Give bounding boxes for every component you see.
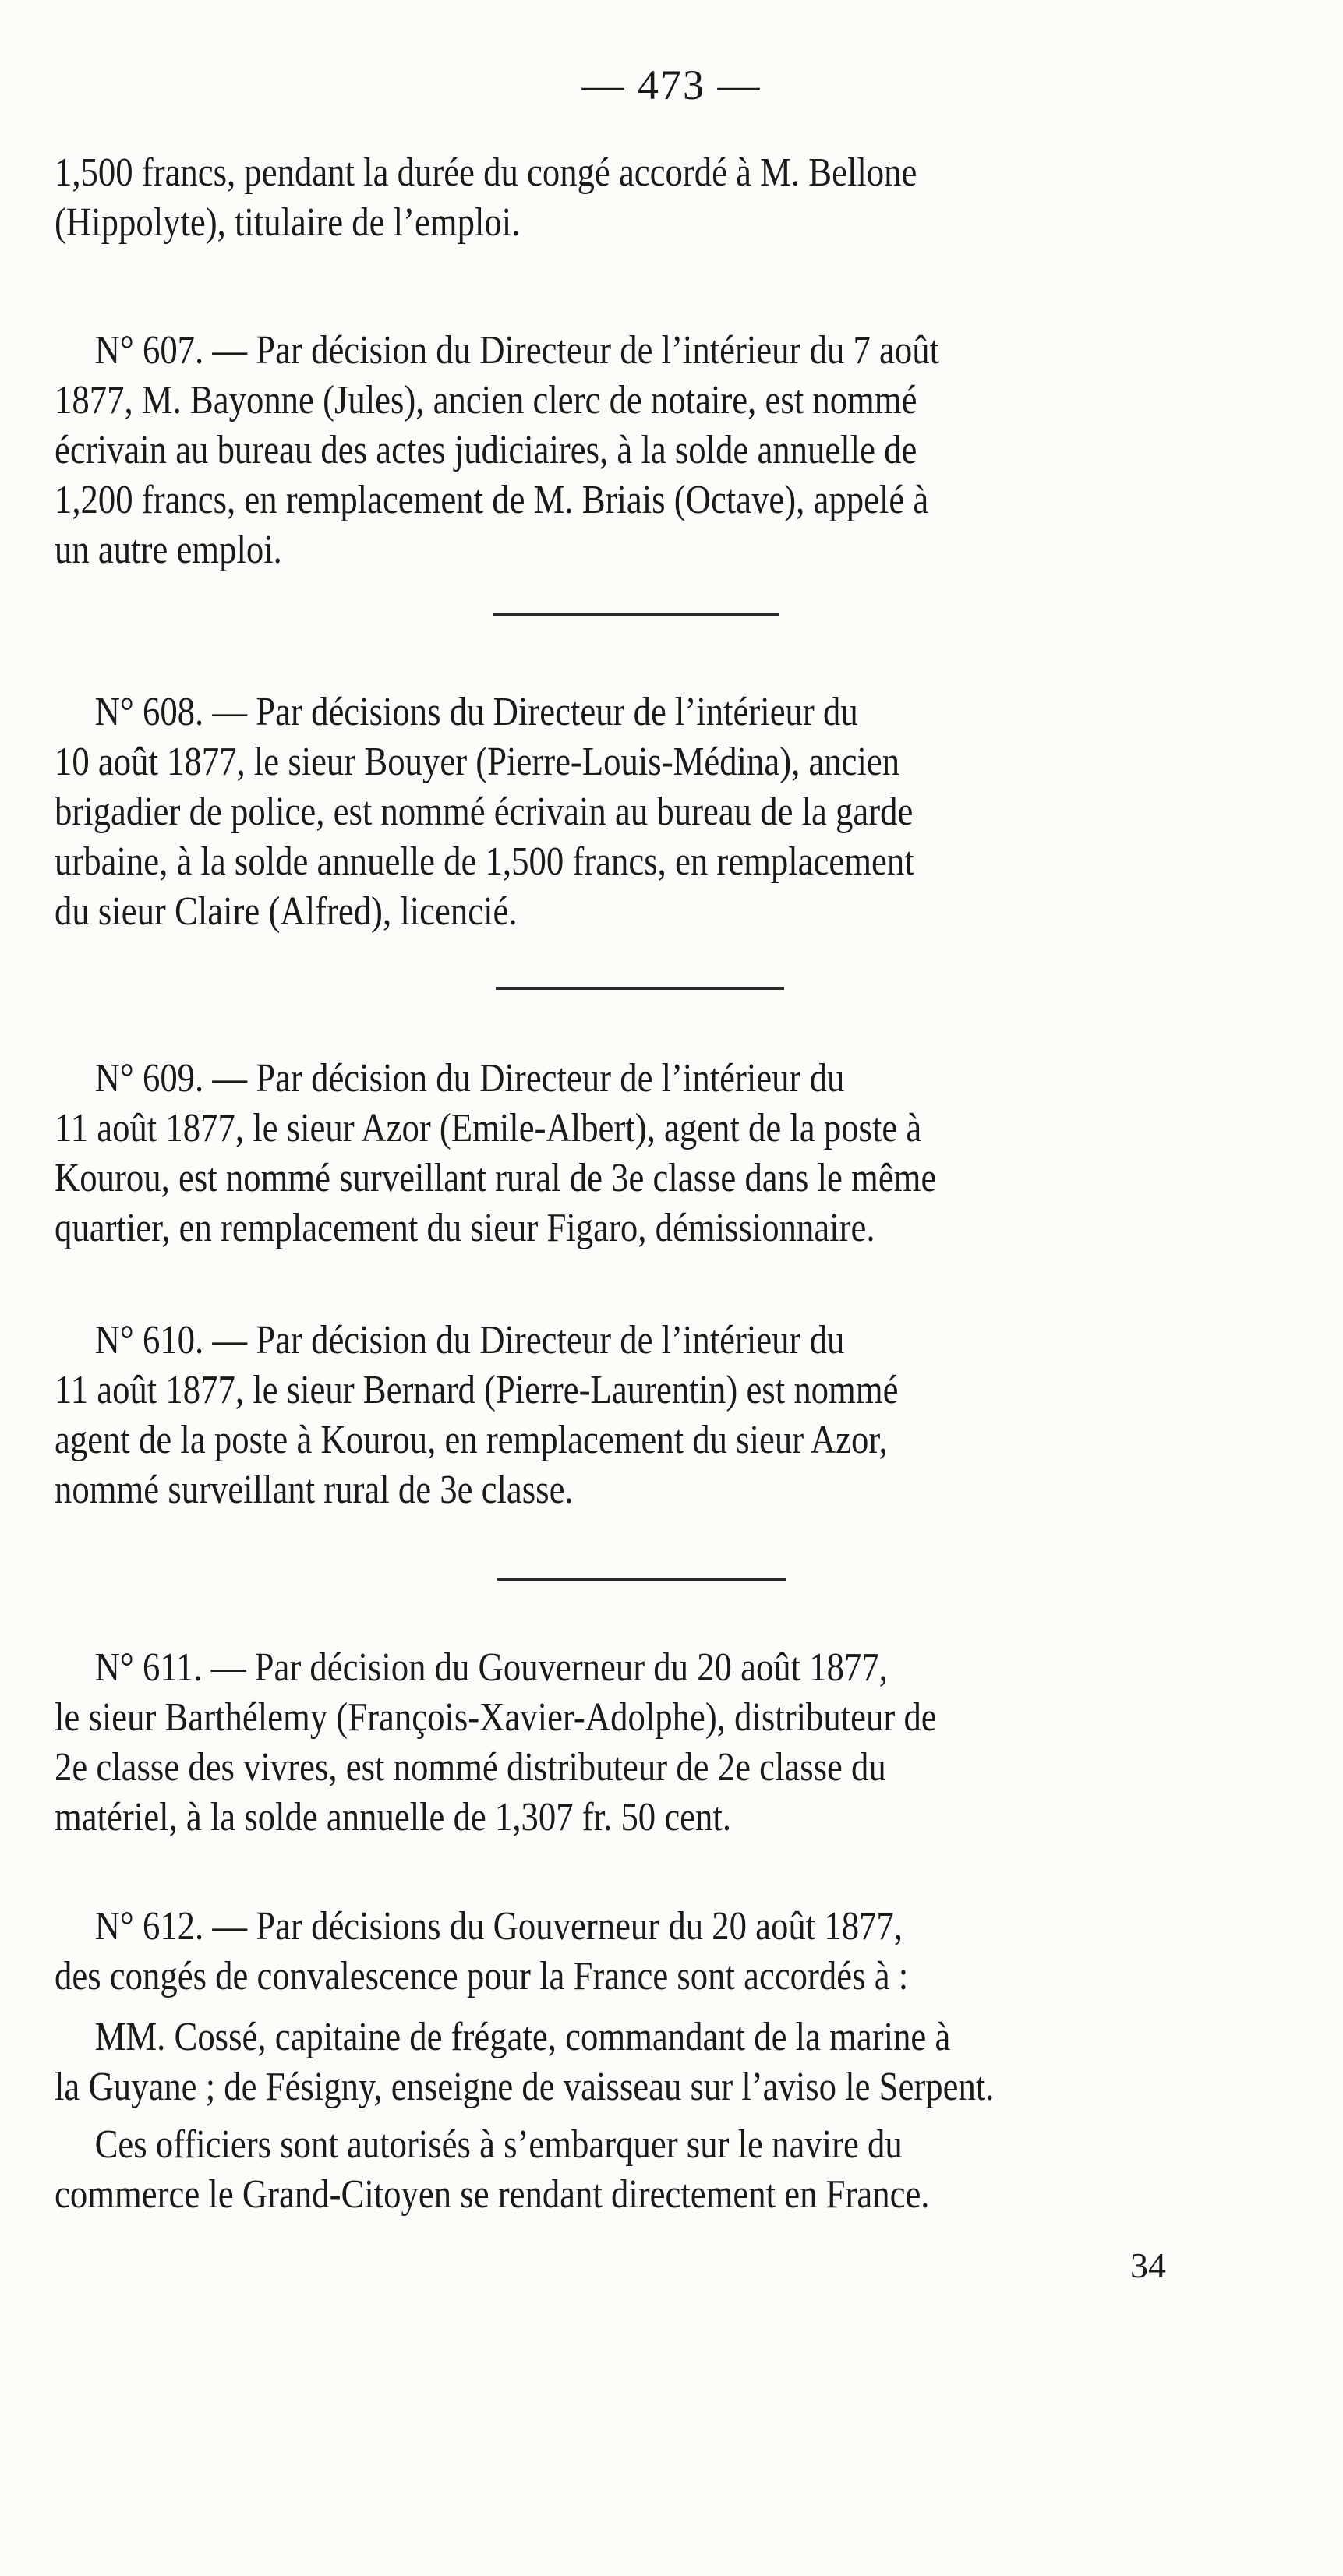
paragraph-610 <box>55 1316 1271 1515</box>
paragraph-609 <box>55 1054 1271 1253</box>
paragraph-612-officers <box>55 2012 1271 2112</box>
text-line: 11 août 1877, le sieur Azor (Emile-Albert), agent de la poste à <box>55 1106 922 1150</box>
separator-rule <box>493 613 779 616</box>
text-line: MM. Cossé, capitaine de frégate, commandant de la marine à <box>94 2015 951 2059</box>
text-line: écrivain au bureau des actes judiciaires, à la solde annuelle de <box>55 428 917 472</box>
text-line: 1,500 francs, pendant la durée du congé accordé à M. Bellone <box>55 150 917 195</box>
paragraph-612 <box>55 1902 1271 2002</box>
text-line: 10 août 1877, le sieur Bouyer (Pierre-Louis-Médina), ancien <box>55 740 900 784</box>
text-line: 1,200 francs, en remplacement de M. Briais (Octave), appelé à <box>55 478 929 522</box>
text-line: Ces officiers sont autorisés à s’embarquer sur le navire du <box>94 2122 903 2167</box>
text-line: urbaine, à la solde annuelle de 1,500 francs, en remplacement <box>55 839 914 884</box>
paragraph-611 <box>55 1643 1271 1843</box>
text-line: N° 611. — Par décision du Gouverneur du 20 août 1877, <box>94 1645 888 1690</box>
text-line: matériel, à la solde annuelle de 1,307 fr. 50 cent. <box>55 1795 732 1839</box>
text-line: agent de la poste à Kourou, en remplacement du sieur Azor, <box>55 1418 888 1462</box>
text-line: 2e classe des vivres, est nommé distributeur de 2e classe du <box>55 1745 886 1790</box>
text-line: quartier, en remplacement du sieur Figaro, démissionnaire. <box>55 1206 875 1250</box>
text-line: N° 607. — Par décision du Directeur de l’intérieur du 7 août <box>94 328 940 373</box>
text-line: commerce le Grand-Citoyen se rendant directement en France. <box>55 2172 930 2217</box>
text-line: la Guyane ; de Fésigny, enseigne de vaisseau sur l’aviso le Serpent. <box>55 2065 995 2109</box>
separator-rule <box>497 1578 786 1581</box>
page-number: — 473 — <box>581 62 762 108</box>
signature-mark: 34 <box>1130 2246 1166 2285</box>
text-line: N° 609. — Par décision du Directeur de l’intérieur du <box>94 1056 845 1101</box>
text-line: 1877, M. Bayonne (Jules), ancien clerc de notaire, est nommé <box>55 378 917 422</box>
text-line: 11 août 1877, le sieur Bernard (Pierre-Laurentin) est nommé <box>55 1368 899 1412</box>
paragraph-continuation <box>55 148 1271 248</box>
text-line: le sieur Barthélemy (François-Xavier-Adolphe), distributeur de <box>55 1695 937 1740</box>
text-line: des congés de convalescence pour la France sont accordés à : <box>55 1954 909 1998</box>
paragraph-612-authorization <box>55 2120 1271 2220</box>
paragraph-608 <box>55 687 1271 937</box>
text-line: un autre emploi. <box>55 528 282 572</box>
text-line: N° 608. — Par décisions du Directeur de l’intérieur du <box>94 690 858 734</box>
text-line: (Hippolyte), titulaire de l’emploi. <box>55 200 521 245</box>
separator-rule <box>496 987 784 990</box>
text-line: N° 610. — Par décision du Directeur de l’intérieur du <box>94 1318 845 1362</box>
text-line: Kourou, est nommé surveillant rural de 3e classe dans le même <box>55 1156 937 1200</box>
text-line: N° 612. — Par décisions du Gouverneur du 20 août 1877, <box>94 1904 903 1949</box>
text-line: nommé surveillant rural de 3e classe. <box>55 1468 574 1512</box>
text-line: du sieur Claire (Alfred), licencié. <box>55 889 518 934</box>
text-line: brigadier de police, est nommé écrivain au bureau de la garde <box>55 790 914 834</box>
paragraph-607 <box>55 326 1271 575</box>
